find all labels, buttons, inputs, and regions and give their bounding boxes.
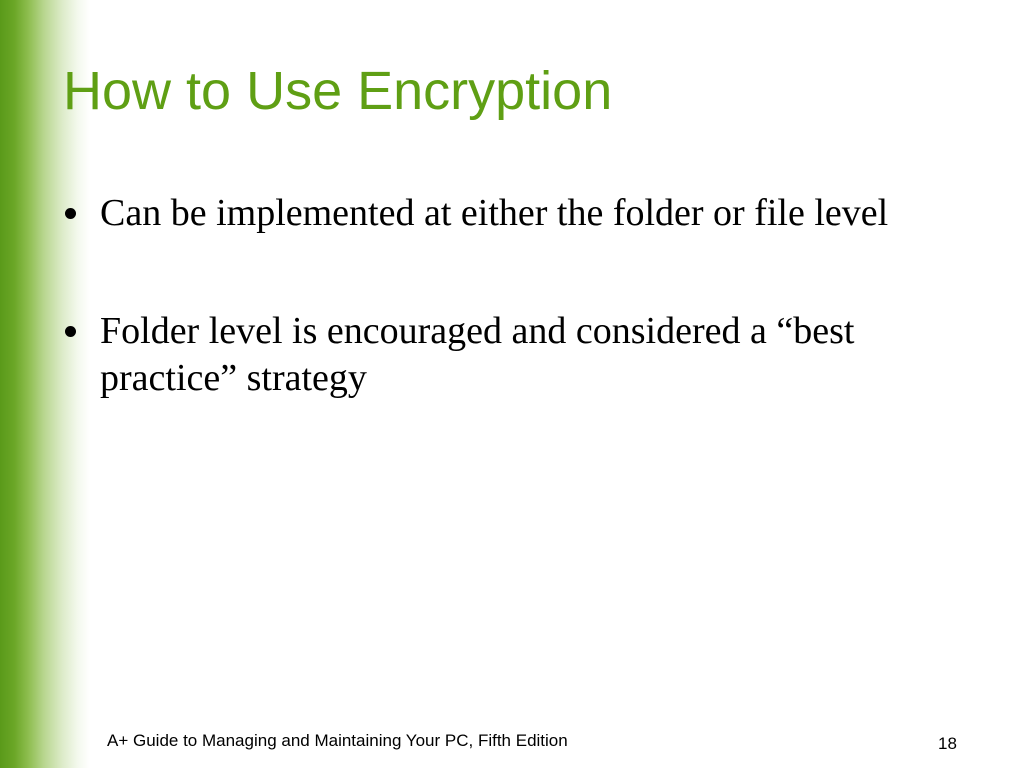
bullet-text: Can be implemented at either the folder or file level	[100, 192, 889, 234]
footer-book-title: A+ Guide to Managing and Maintaining Your PC, Fifth Edition	[107, 731, 568, 750]
bullet-dot-icon	[65, 326, 76, 337]
bullet-item	[63, 190, 963, 237]
bullet-text: Folder level is encouraged and considered a “best practice” strategy	[100, 310, 855, 399]
slide-title: How to Use Encryption	[63, 61, 613, 121]
bullet-dot-icon	[65, 208, 76, 219]
page-number: 18	[938, 734, 957, 753]
bullet-item	[63, 308, 963, 402]
bullet-list	[63, 190, 963, 473]
